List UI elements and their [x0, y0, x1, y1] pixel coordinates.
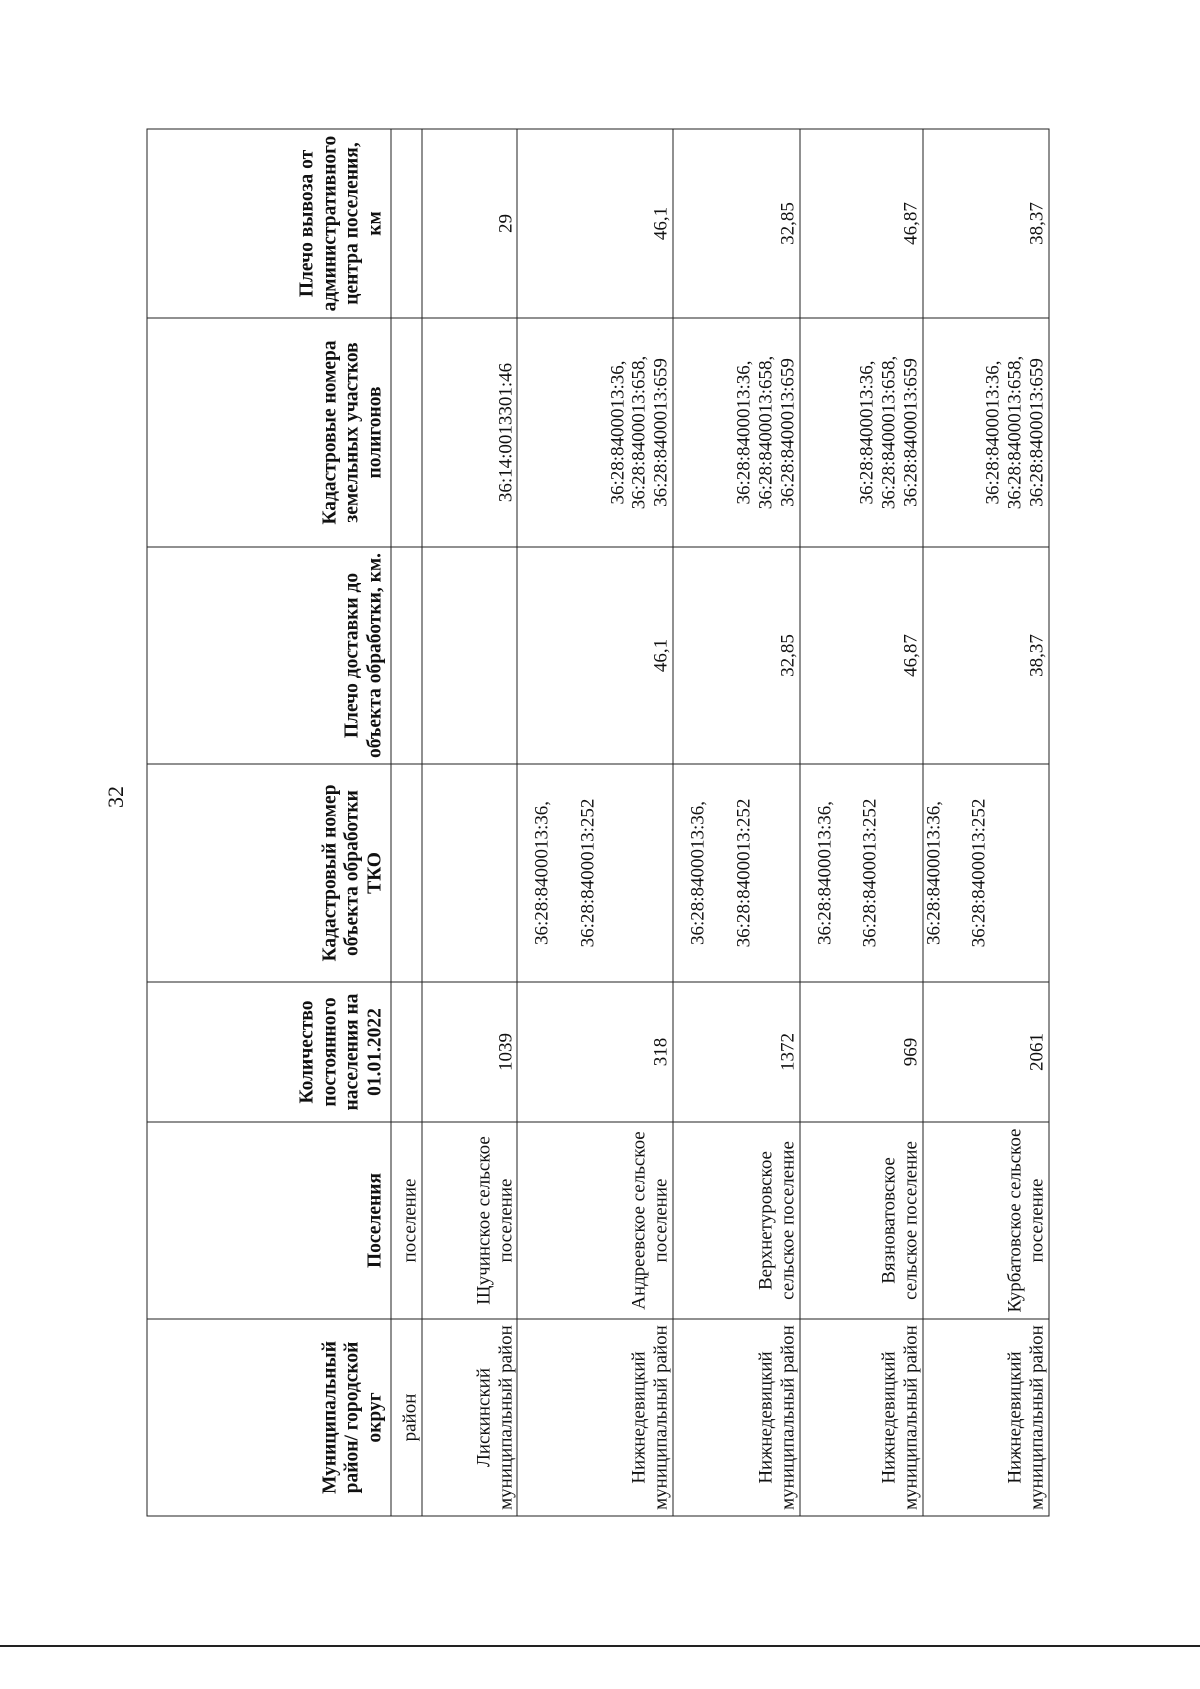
cell-processing-cadastral	[673, 764, 799, 982]
cadastral-number: 36:28:8400013:36,	[687, 800, 709, 946]
header-district: Муниципальный район/ городской округ	[147, 1319, 391, 1516]
table-row	[800, 129, 923, 1516]
cell-processing-cadastral	[391, 764, 422, 982]
table-row	[422, 129, 518, 1516]
cell-landfill-cadastral	[923, 318, 1049, 547]
cadastral-number: 36:28:8400013:36,	[607, 360, 629, 505]
cadastral-number: 36:28:8400013:659	[1026, 358, 1048, 507]
cell-landfill-cadastral	[422, 318, 518, 547]
cell-delivery-distance	[422, 547, 518, 764]
cell-haul-distance: 32,85	[673, 129, 799, 318]
header-haul-distance: Плечо вывоза от административного центра поселения, км	[147, 129, 391, 318]
cell-processing-cadastral	[422, 764, 518, 982]
cell-settlement: Андреевское сельское поселение	[517, 1122, 673, 1319]
cadastral-number: 36:28:8400013:658,	[628, 355, 650, 510]
page-number: 32	[103, 786, 128, 808]
header-landfill-cadastral: Кадастровые номера земельных участков полигонов	[147, 318, 391, 547]
cell-district: Нижнедевицкий муниципальный район	[673, 1319, 799, 1516]
cell-haul-distance: 29	[422, 129, 518, 318]
cell-population	[391, 982, 422, 1122]
cell-district: район	[391, 1319, 422, 1516]
waste-logistics-table	[147, 129, 1050, 1517]
cadastral-number: 36:28:8400013:658,	[1004, 355, 1026, 510]
header-population: Количество постоянного населения на 01.01.2022	[147, 982, 391, 1122]
cell-population: 318	[517, 982, 673, 1122]
cadastral-number: 36:28:8400013:659	[900, 358, 922, 507]
cell-district: Лискинский муниципальный район	[422, 1319, 518, 1516]
cell-haul-distance: 46,1	[517, 129, 673, 318]
cell-population: 1372	[673, 982, 799, 1122]
cadastral-number: 36:28:8400013:252	[859, 798, 881, 948]
cell-settlement: поселение	[391, 1122, 422, 1319]
cell-settlement: Верхнетуровское сельское поселение	[673, 1122, 799, 1319]
cadastral-number: 36:28:8400013:659	[777, 358, 799, 507]
page-bottom-rule	[0, 1645, 1200, 1647]
cadastral-number: 36:28:8400013:252	[968, 798, 990, 948]
header-settlement: Поселения	[147, 1122, 391, 1319]
cell-processing-cadastral	[923, 764, 1049, 982]
cell-district: Нижнедевицкий муниципальный район	[517, 1319, 673, 1516]
cell-district: Нижнедевицкий муниципальный район	[923, 1319, 1049, 1516]
table-row	[517, 129, 673, 1516]
cell-delivery-distance: 46,87	[800, 547, 923, 764]
cell-delivery-distance: 32,85	[673, 547, 799, 764]
cell-delivery-distance: 38,37	[923, 547, 1049, 764]
cadastral-number: 36:14:0013301:46	[495, 362, 517, 503]
header-row	[147, 129, 391, 1516]
cell-settlement: Щучинское сельское поселение	[422, 1122, 518, 1319]
table-row	[391, 129, 422, 1516]
cell-settlement: Курбатовское сельское поселение	[923, 1122, 1049, 1319]
table-row	[673, 129, 799, 1516]
cadastral-number: 36:28:8400013:36,	[733, 360, 755, 505]
cadastral-number: 36:28:8400013:659	[650, 358, 672, 507]
cell-population: 969	[800, 982, 923, 1122]
cell-haul-distance	[391, 129, 422, 318]
cell-landfill-cadastral	[673, 318, 799, 547]
cell-district: Нижнедевицкий муниципальный район	[800, 1319, 923, 1516]
cell-population: 2061	[923, 982, 1049, 1122]
cell-processing-cadastral	[517, 764, 673, 982]
cell-landfill-cadastral	[517, 318, 673, 547]
cadastral-number: 36:28:8400013:36,	[531, 800, 553, 946]
header-delivery-distance: Плечо доставки до объекта обработки, км.	[147, 547, 391, 764]
cadastral-number: 36:28:8400013:658,	[878, 355, 900, 510]
cell-delivery-distance	[391, 547, 422, 764]
cell-landfill-cadastral	[800, 318, 923, 547]
cell-haul-distance: 46,87	[800, 129, 923, 318]
cadastral-number: 36:28:8400013:36,	[856, 360, 878, 505]
cadastral-number: 36:28:8400013:36,	[982, 360, 1004, 505]
cell-delivery-distance: 46,1	[517, 547, 673, 764]
cadastral-number: 36:28:8400013:252	[733, 798, 755, 948]
cadastral-number: 36:28:8400013:36,	[923, 800, 945, 946]
cell-landfill-cadastral	[391, 318, 422, 547]
cadastral-number: 36:28:8400013:658,	[755, 355, 777, 510]
header-processing-cadastral: Кадастровый номер объекта обработки ТКО	[147, 764, 391, 982]
cell-haul-distance: 38,37	[923, 129, 1049, 318]
rotated-table-container	[147, 130, 1050, 1517]
cell-processing-cadastral	[800, 764, 923, 982]
cell-settlement: Вязноватовское сельское поселение	[800, 1122, 923, 1319]
cadastral-number: 36:28:8400013:252	[577, 798, 599, 948]
cell-population: 1039	[422, 982, 518, 1122]
cadastral-number: 36:28:8400013:36,	[814, 800, 835, 946]
table-row	[923, 129, 1049, 1516]
